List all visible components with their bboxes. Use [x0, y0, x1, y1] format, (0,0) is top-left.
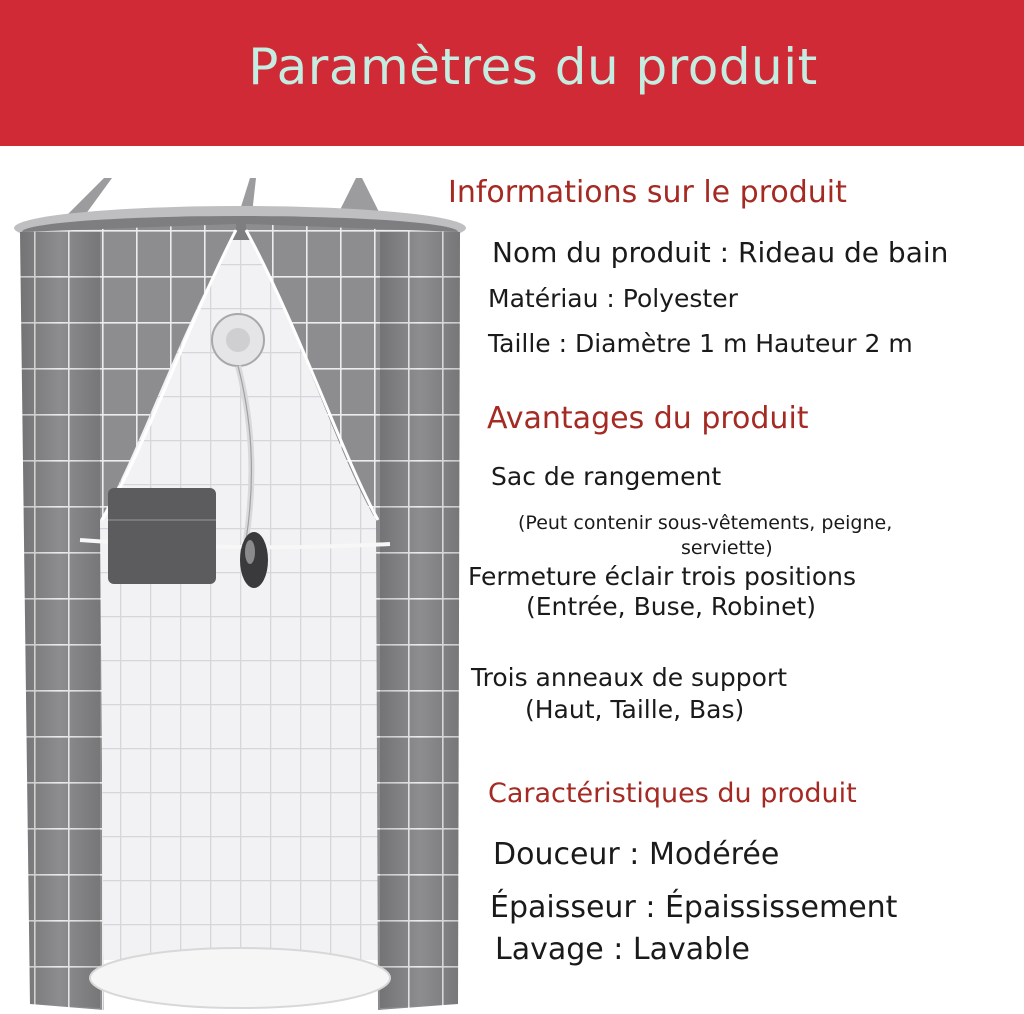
product-name: Nom du produit : Rideau de bain: [492, 236, 949, 269]
advantages-heading: Avantages du produit: [487, 401, 809, 436]
feature-thickness: Épaisseur : Épaississement: [490, 890, 898, 925]
advantage-rings: Trois anneaux de support: [471, 663, 788, 692]
advantage-zipper-note: (Entrée, Buse, Robinet): [526, 592, 817, 621]
feature-washing: Lavage : Lavable: [495, 932, 750, 967]
product-size: Taille : Diamètre 1 m Hauteur 2 m: [488, 329, 913, 358]
feature-softness: Douceur : Modérée: [493, 837, 780, 872]
advantage-storage-bag: Sac de rangement: [491, 462, 722, 491]
product-material: Matériau : Polyester: [488, 284, 738, 313]
shower-curtain-image: [0, 150, 480, 1014]
page-title: Paramètres du produit: [248, 38, 818, 96]
advantage-rings-note: (Haut, Taille, Bas): [525, 695, 745, 724]
advantage-storage-note-line1: (Peut contenir sous-vêtements, peigne,: [518, 512, 893, 534]
product-info-heading: Informations sur le produit: [448, 175, 847, 210]
advantage-zipper: Fermeture éclair trois positions: [468, 562, 857, 591]
features-heading: Caractéristiques du produit: [488, 778, 857, 809]
advantage-storage-note-line2: serviette): [681, 537, 773, 559]
